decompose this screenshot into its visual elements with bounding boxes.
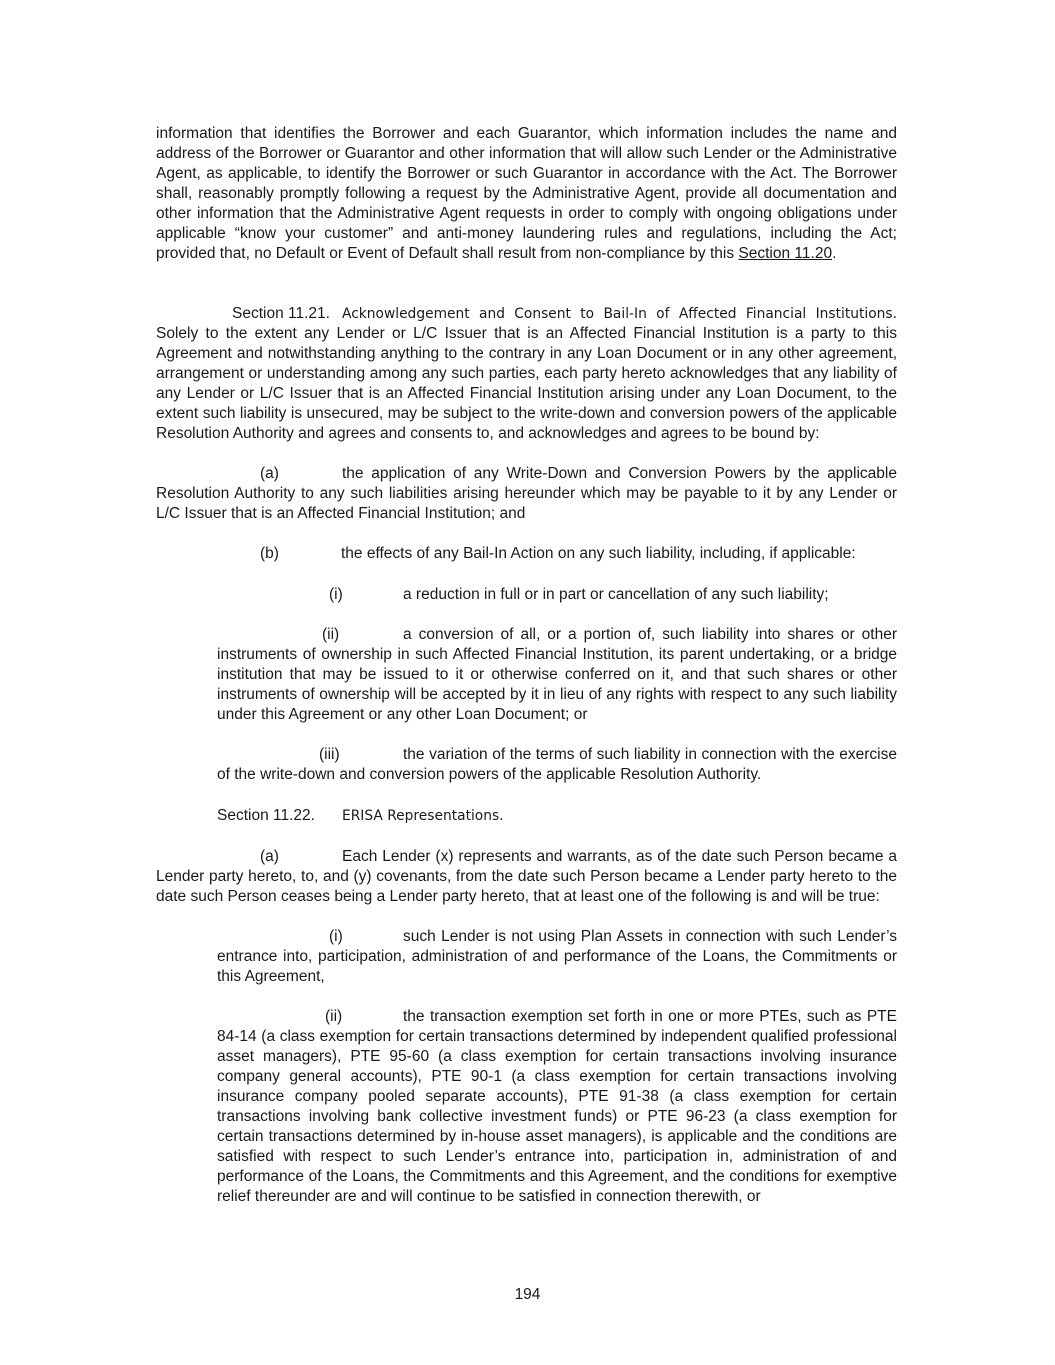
section-11-20-reference: Section 11.20 <box>738 245 833 262</box>
clause-b-ii-text: a conversion of all, or a portion of, such liability into shares or other instruments of ownership in such Affected Financial Institution, its parent undertaking, or a bridge institution that may be issued to it or otherwise conferred on it, and that such shares or other instruments of ownership will be accepted by it in lieu of any rights with respect to any such liability under this Agreement or any other Loan Document; or <box>217 626 897 723</box>
section-11-22-clause-a-ii-text: the transaction exemption set forth in one or more PTEs, such as PTE 84-14 (a class exemption for certain transactions determined by independent qualified professional asset managers), PTE 95-60 (a class exemption for certain transactions involving insurance company general accounts), PTE 90-1 (a class exemption for certain transactions involving insurance company pooled separate accounts), PTE 91-38 (a class exemption for certain transactions involving bank collective investment funds) or PTE 96-23 (a class exemption for certain transactions determined by in-house asset managers), is applicable and the conditions are satisfied with respect to such Lender’s entrance into, participation in, administration of and performance of the Loans, the Commitments and this Agreement, and the conditions for exemptive relief thereunder are and will continue to be satisfied in connection therewith, or <box>217 1008 897 1205</box>
section-11-22-title: ERISA Representations. <box>342 808 504 824</box>
section-11-22-clause-a-i <box>217 927 897 987</box>
page-number: 194 <box>514 1286 541 1303</box>
section-11-22-clause-a-ii-label: (ii) <box>325 1008 343 1025</box>
paragraph-intro-end: . <box>832 245 837 262</box>
section-11-22-clause-a-label: (a) <box>260 848 279 865</box>
section-11-22-clause-a-i-text: such Lender is not using Plan Assets in connection with such Lender’s entrance into, participation, administration of and performance of the Loans, the Commitments or this Agreement, <box>217 928 897 985</box>
paragraph-intro-text: information that identifies the Borrower and each Guarantor, which information includes the name and address of the Borrower or Guarantor and other information that will allow such Lender or the Administrative Agent, as applicable, to identify the Borrower or such Guarantor in accordance with the Act. The Borrower shall, reasonably promptly following a request by the Administrative Agent, provide all documentation and other information that the Administrative Agent requests in order to comply with ongoing obligations under applicable “know your customer” and anti-money laundering rules and regulations, including the Act; provided that, no Default or Event of Default shall result from non-compliance by this <box>156 125 897 262</box>
section-11-21-clause-a <box>156 464 897 524</box>
clause-b-ii <box>217 625 897 725</box>
clause-b-iii-text: the variation of the terms of such liability in connection with the exercise of the write-down and conversion powers of the applicable Resolution Authority. <box>217 746 897 783</box>
section-11-22-clause-a-text: Each Lender (x) represents and warrants, as of the date such Person became a Lender party hereto, to, and (y) covenants, from the date such Person became a Lender party hereto to the date such Person ceases being a Lender party hereto, that at least one of the following is and will be true: <box>156 848 897 905</box>
section-11-22-clause-a-i-label: (i) <box>329 928 343 945</box>
clause-b-iii-label: (iii) <box>319 746 340 763</box>
clause-b-label: (b) <box>260 545 279 562</box>
section-11-22-number: Section 11.22. <box>217 807 315 824</box>
paragraph-intro <box>156 124 897 264</box>
section-11-21-title: Acknowledgement and Consent to Bail-In of Affected Financial Institutions. <box>342 306 897 322</box>
section-11-21-paragraph <box>156 304 897 444</box>
clause-a-text: the application of any Write-Down and Conversion Powers by the applicable Resolution Authority to any such liabilities arising hereunder which may be payable to it by any Lender or L/C Issuer that is an Affected Financial Institution; and <box>156 465 897 522</box>
section-11-21-body: Solely to the extent any Lender or L/C Issuer that is an Affected Financial Institution is a party to this Agreement and notwithstanding anything to the contrary in any Loan Document or in any other agreement, arrangement or understanding among any such parties, each party hereto acknowledges that any liability of any Lender or L/C Issuer that is an Affected Financial Institution arising under any Loan Document, to the extent such liability is unsecured, may be subject to the write-down and conversion powers of the applicable Resolution Authority and agrees and consents to, and acknowledges and agrees to be bound by: <box>156 325 897 442</box>
section-11-22-clause-a-ii <box>217 1007 897 1207</box>
section-11-21-number: Section 11.21. <box>232 305 330 322</box>
clause-a-label: (a) <box>260 465 279 482</box>
clause-b-ii-label: (ii) <box>322 626 340 643</box>
clause-b-i-label: (i) <box>329 586 343 603</box>
section-11-22-clause-a <box>156 847 897 907</box>
clause-b-text: the effects of any Bail-In Action on any such liability, including, if applicable: <box>341 545 856 562</box>
clause-b-i-text: a reduction in full or in part or cancellation of any such liability; <box>403 586 829 603</box>
clause-b-iii <box>217 745 897 785</box>
